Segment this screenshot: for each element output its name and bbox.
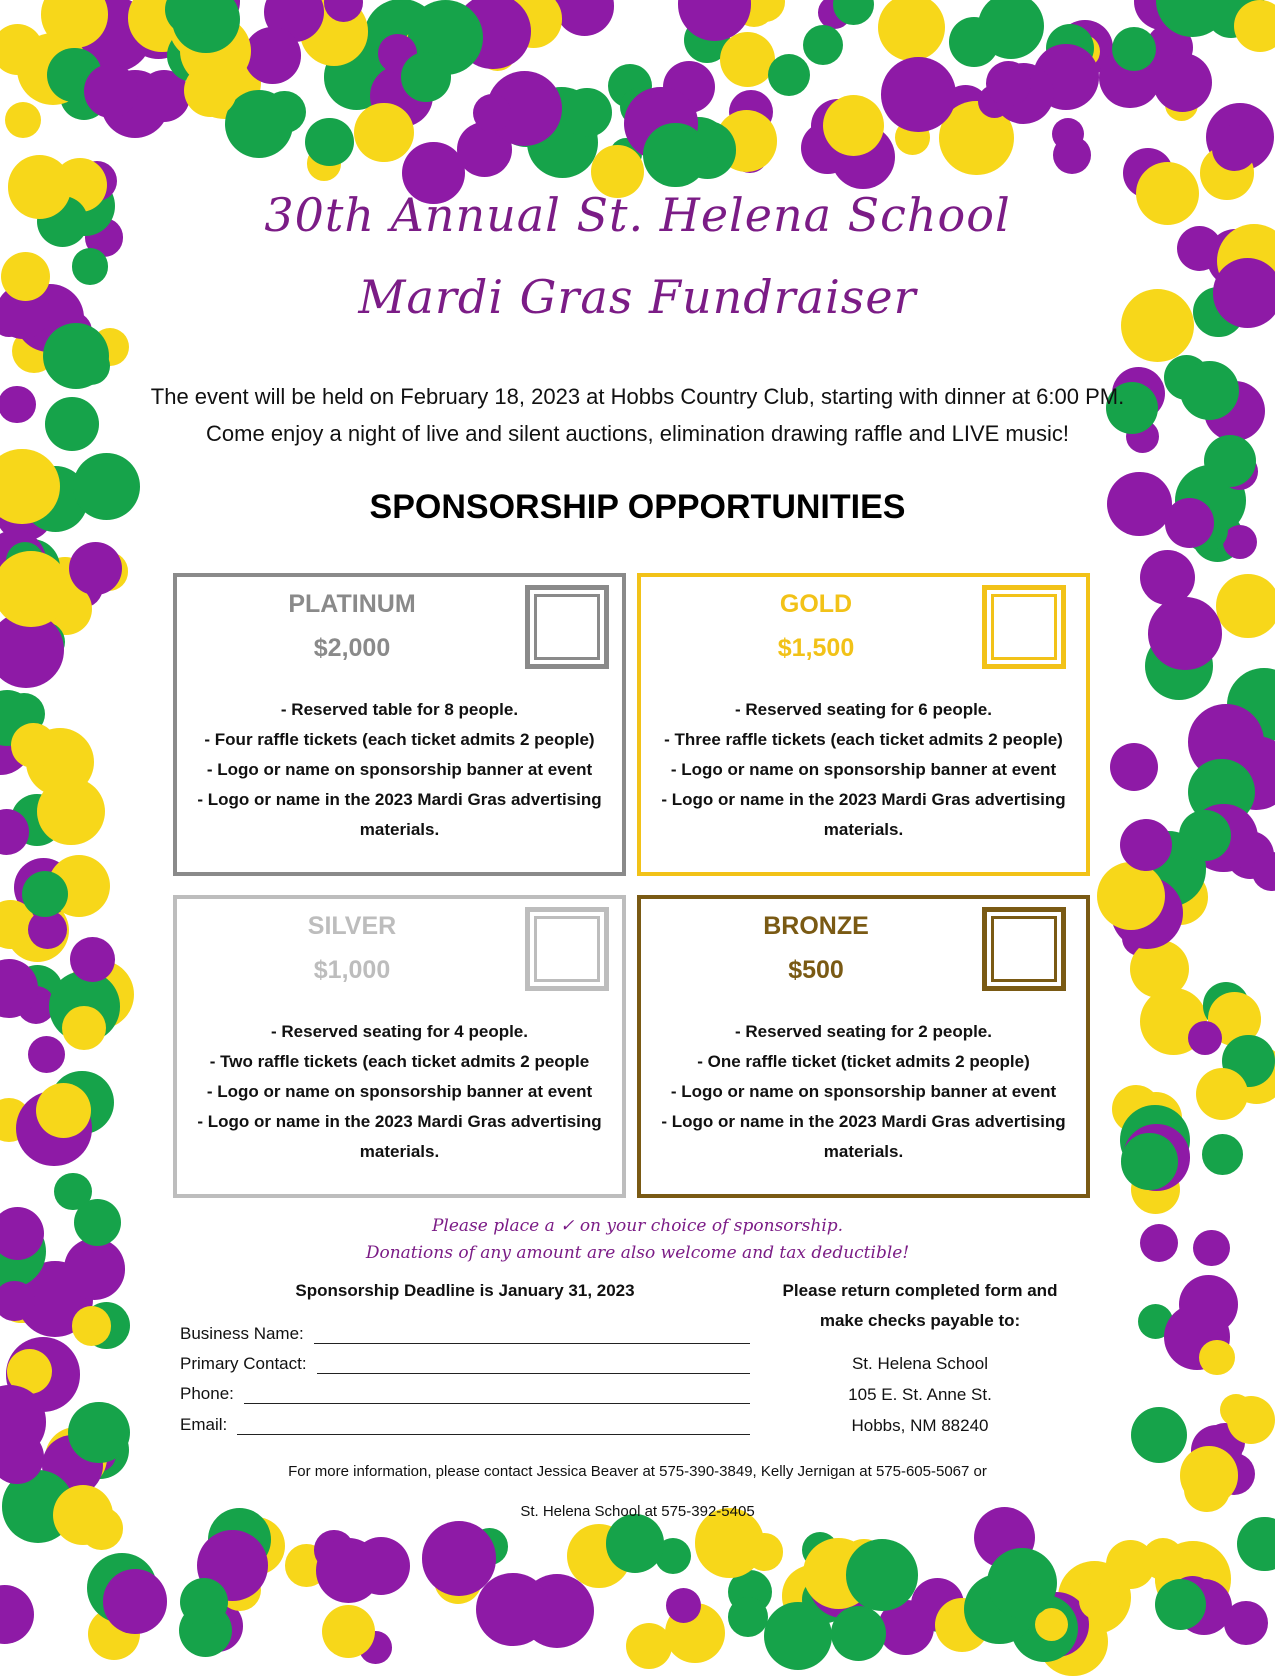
return-line-1: Please return completed form and xyxy=(760,1281,1080,1301)
phone-line[interactable] xyxy=(244,1387,750,1404)
perk: - Four raffle tickets (each ticket admits 2 people) xyxy=(177,725,622,755)
perk: - Three raffle tickets (each ticket admits 2 people) xyxy=(641,725,1086,755)
phone-label: Phone: xyxy=(180,1384,234,1404)
intro-line-1: The event will be held on February 18, 2023 at Hobbs Country Club, starting with dinner at 6:00 PM. xyxy=(0,384,1275,410)
perk: - Reserved seating for 4 people. xyxy=(177,1017,622,1047)
checkbox-platinum[interactable] xyxy=(525,585,609,669)
email-line[interactable] xyxy=(237,1418,750,1435)
perk: - One raffle ticket (ticket admits 2 people) xyxy=(641,1047,1086,1077)
tier-card-bronze xyxy=(637,895,1090,1198)
mailing-address xyxy=(780,1348,1060,1441)
perk: - Logo or name on sponsorship banner at event xyxy=(177,1077,622,1107)
checkmark-instruction: Please place a ✓ on your choice of sponsorship. xyxy=(0,1216,1275,1236)
perk: - Logo or name on sponsorship banner at event xyxy=(177,755,622,785)
return-line-2: make checks payable to: xyxy=(760,1311,1080,1331)
intro-line-2: Come enjoy a night of live and silent auctions, elimination drawing raffle and LIVE music! xyxy=(0,421,1275,447)
business-name-label: Business Name: xyxy=(180,1324,304,1344)
perk: - Two raffle tickets (each ticket admits 2 people xyxy=(177,1047,622,1077)
perk: - Reserved seating for 6 people. xyxy=(641,695,1086,725)
tier-card-platinum xyxy=(173,573,626,876)
donation-note: Donations of any amount are also welcome and tax deductible! xyxy=(0,1243,1275,1263)
tier-name: GOLD xyxy=(641,590,991,619)
perk: materials. xyxy=(177,1137,622,1167)
tier-name: SILVER xyxy=(177,912,527,941)
perk: - Reserved seating for 2 people. xyxy=(641,1017,1086,1047)
address-city: Hobbs, NM 88240 xyxy=(780,1410,1060,1441)
perk-list xyxy=(641,1017,1086,1167)
perk-list xyxy=(177,1017,622,1167)
primary-contact-line[interactable] xyxy=(317,1357,750,1374)
perk: - Logo or name in the 2023 Mardi Gras advertising xyxy=(177,785,622,815)
address-street: 105 E. St. Anne St. xyxy=(780,1379,1060,1410)
checkbox-gold[interactable] xyxy=(982,585,1066,669)
checkbox-bronze[interactable] xyxy=(982,907,1066,991)
business-name-field[interactable] xyxy=(180,1324,750,1344)
sponsorship-heading: SPONSORSHIP OPPORTUNITIES xyxy=(0,488,1275,527)
title-line-1: 30th Annual St. Helena School xyxy=(0,188,1275,242)
perk: - Logo or name in the 2023 Mardi Gras advertising xyxy=(641,785,1086,815)
email-field[interactable] xyxy=(180,1415,750,1435)
phone-field[interactable] xyxy=(180,1384,750,1404)
perk: materials. xyxy=(641,815,1086,845)
tier-card-silver xyxy=(173,895,626,1198)
perk: - Logo or name in the 2023 Mardi Gras advertising xyxy=(641,1107,1086,1137)
tier-price: $500 xyxy=(641,956,991,985)
tier-name: BRONZE xyxy=(641,912,991,941)
contact-line-2: St. Helena School at 575-392-5405 xyxy=(0,1503,1275,1520)
address-name: St. Helena School xyxy=(780,1348,1060,1379)
perk: - Reserved table for 8 people. xyxy=(177,695,622,725)
perk: materials. xyxy=(641,1137,1086,1167)
primary-contact-label: Primary Contact: xyxy=(180,1354,307,1374)
tier-card-gold xyxy=(637,573,1090,876)
title-line-2: Mardi Gras Fundraiser xyxy=(0,270,1275,324)
tier-price: $1,500 xyxy=(641,634,991,663)
perk: - Logo or name on sponsorship banner at event xyxy=(641,1077,1086,1107)
business-name-line[interactable] xyxy=(314,1327,750,1344)
tier-price: $1,000 xyxy=(177,956,527,985)
perk: - Logo or name on sponsorship banner at event xyxy=(641,755,1086,785)
checkbox-silver[interactable] xyxy=(525,907,609,991)
email-label: Email: xyxy=(180,1415,227,1435)
perk: materials. xyxy=(177,815,622,845)
perk-list xyxy=(177,695,622,845)
deadline: Sponsorship Deadline is January 31, 2023 xyxy=(180,1281,750,1301)
tier-price: $2,000 xyxy=(177,634,527,663)
tier-name: PLATINUM xyxy=(177,590,527,619)
perk-list xyxy=(641,695,1086,845)
primary-contact-field[interactable] xyxy=(180,1354,750,1374)
perk: - Logo or name in the 2023 Mardi Gras advertising xyxy=(177,1107,622,1137)
contact-line-1: For more information, please contact Jessica Beaver at 575-390-3849, Kelly Jernigan at 575-605-5067 or xyxy=(0,1463,1275,1480)
